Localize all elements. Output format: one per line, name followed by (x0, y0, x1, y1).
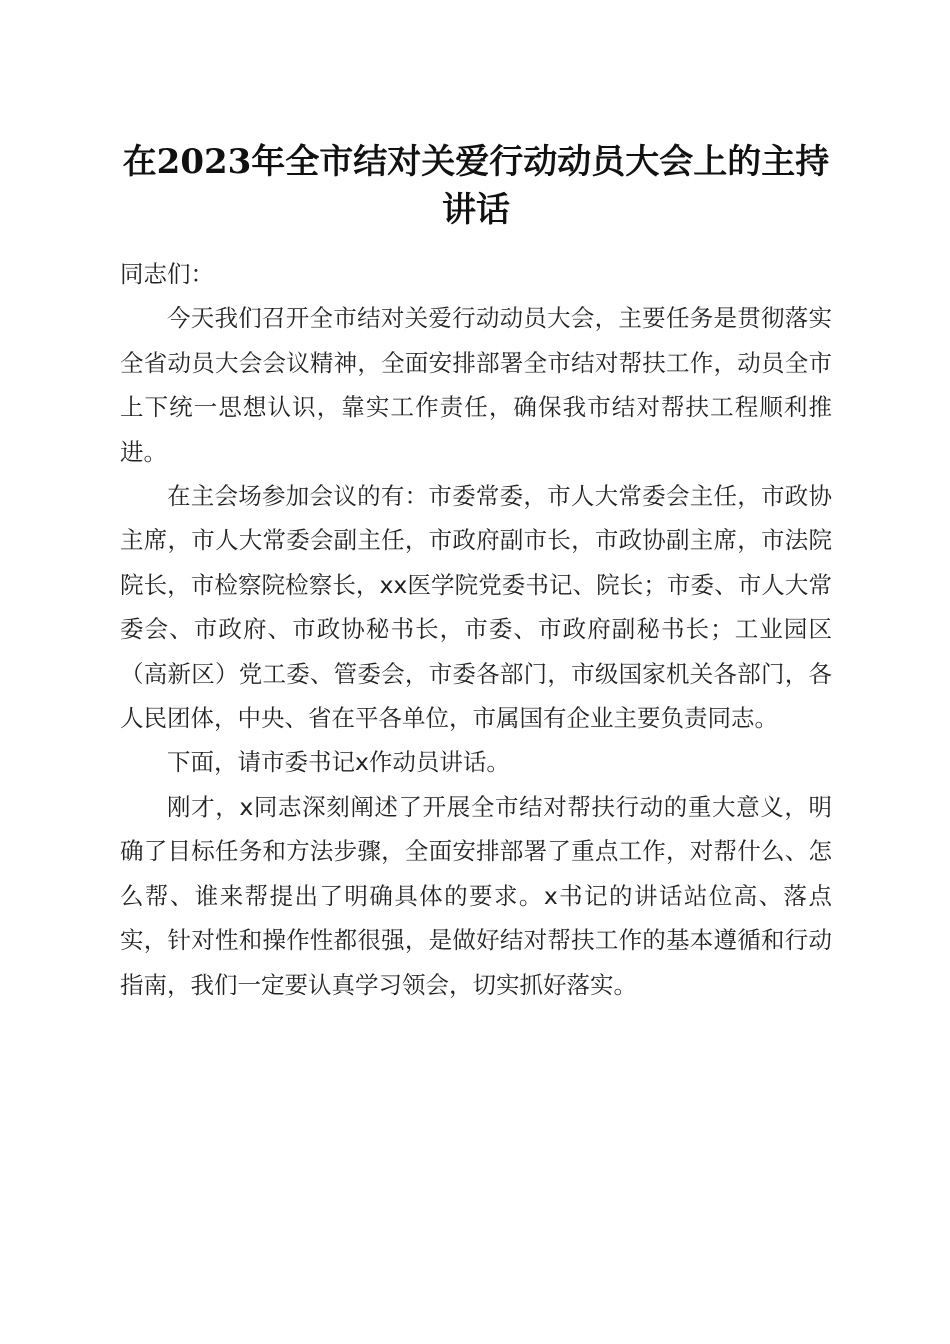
paragraph-invite-speech: 下面，请市委书记x作动员讲话。 (167, 748, 510, 777)
paragraph-summary: 刚才，x同志深刻阐述了开展全市结对帮扶行动的重大意义，明确了目标任务和方法步骤，全面安排部署了重点工作，对帮什么、怎么帮、谁来帮提出了明确具体的要求。x书记的讲话站位高、落点实，针对性和操作性都很强，是做好结对帮扶工作的基本遵循和行动指南，我们一定要认真学习领会，切实抓好落实。 (120, 792, 832, 999)
document-title: 在2023年全市结对关爱行动动员大会上的主持讲话 (122, 142, 830, 230)
paragraph-attendees: 在主会场参加会议的有：市委常委，市人大常委会主任，市政协主席，市人大常委会副主任，市政府副市长，市政协副主席，市法院院长，市检察院检察长，xx医学院党委书记、院长；市委、市人大常委会、市政府、市政协秘书长，市委、市政府副秘书长；工业园区（高新区）党工委、管委会，市委各部门，市级国家机关各部门，各人民团体，中央、省在平各单位，市属国有企业主要负责同志。 (120, 482, 832, 733)
document-body (120, 252, 832, 1007)
salutation: 同志们： (120, 260, 214, 288)
paragraph-opening: 今天我们召开全市结对关爱行动动员大会，主要任务是贯彻落实全省动员大会会议精神，全面安排部署全市结对帮扶工作，动员全市上下统一思想认识，靠实工作责任，确保我市结对帮扶工程顺利推进。 (120, 304, 832, 466)
